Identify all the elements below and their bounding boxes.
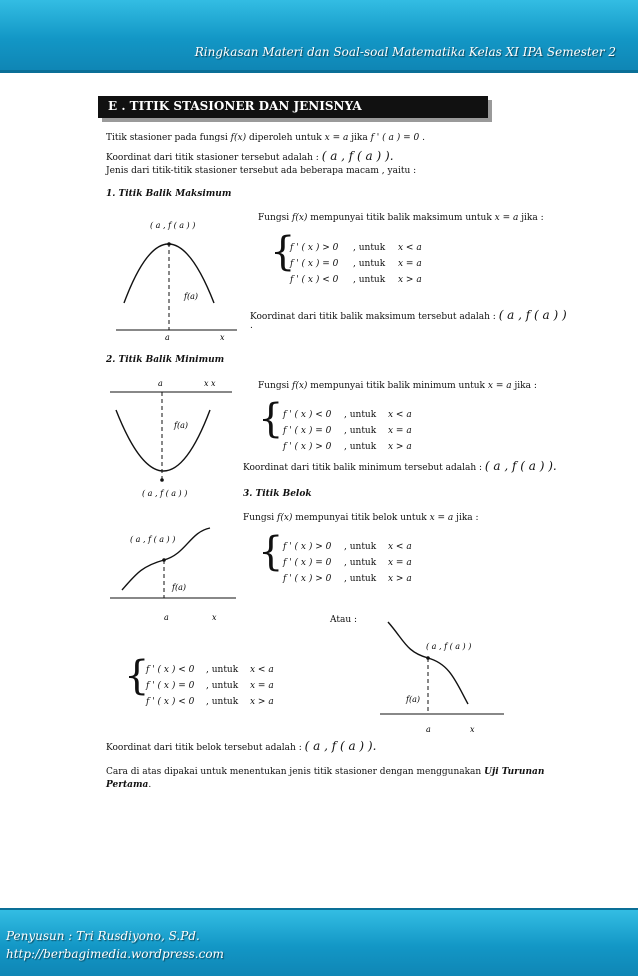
graph-minimum: [106, 372, 236, 502]
case-cond: x > a: [388, 574, 412, 584]
brace-minimum: {: [258, 396, 284, 442]
header-divider: [0, 70, 638, 73]
point-label: ( a , f ( a ) ): [150, 221, 196, 230]
inflection-point: [426, 656, 430, 660]
point-label: ( a , f ( a ) ): [142, 489, 188, 498]
maksimum-intro: Fungsi f(x) mempunyai titik balik maksimum untuk x = a jika :: [258, 213, 544, 223]
fa-label: f(a): [406, 695, 420, 704]
section-title: E . TITIK STASIONER DAN JENISNYA: [108, 99, 362, 113]
header-title: Ringkasan Materi dan Soal-soal Matematika Kelas XI IPA Semester 2: [194, 45, 616, 59]
case-word: , untuk: [344, 558, 377, 568]
closing-line-1: Cara di atas dipakai untuk menentukan jenis titik stasioner dengan menggunakan Uji Turunan: [106, 767, 545, 777]
case-word: , untuk: [344, 410, 377, 420]
case-cond: x < a: [388, 542, 412, 552]
point-label: ( a , f ( a ) ): [426, 642, 472, 651]
case-cond: x = a: [388, 426, 412, 436]
belok-intro: Fungsi f(x) mempunyai titik belok untuk x = a jika :: [243, 513, 479, 523]
intro-line-2: Koordinat dari titik stasioner tersebut adalah : ( a , f ( a ) ).: [106, 149, 394, 163]
case-cond: x > a: [398, 275, 422, 285]
fa-label: f(a): [174, 421, 188, 430]
closing-line-2: Pertama.: [106, 780, 152, 790]
brace-belok-1: {: [258, 529, 284, 575]
max-point: [167, 242, 171, 246]
case-expr: f ' ( x ) < 0: [283, 410, 332, 420]
a-label: a: [164, 613, 169, 622]
maksimum-trailing: .: [250, 321, 253, 331]
case-word: , untuk: [206, 681, 239, 691]
x-label: x x: [204, 379, 216, 388]
a-label: a: [158, 379, 163, 388]
case-cond: x = a: [250, 681, 274, 691]
heading-maksimum: 1. Titik Balik Maksimum: [106, 189, 232, 199]
case-expr: f ' ( x ) = 0: [283, 426, 332, 436]
brace-belok-2: {: [124, 653, 150, 699]
case-expr: f ' ( x ) = 0: [283, 558, 332, 568]
graph-belok-1: [108, 526, 240, 626]
case-cond: x = a: [388, 558, 412, 568]
belok-coord: Koordinat dari titik belok tersebut adalah : ( a , f ( a ) ).: [106, 739, 377, 753]
min-point: [160, 478, 164, 482]
a-label: a: [165, 333, 170, 342]
case-expr: f ' ( x ) > 0: [283, 574, 332, 584]
brace-maksimum: {: [270, 229, 296, 275]
atau-label: Atau :: [330, 615, 358, 625]
case-word: , untuk: [353, 275, 386, 285]
footer-url[interactable]: http://berbagimedia.wordpress.com: [6, 947, 224, 961]
case-expr: f ' ( x ) < 0: [146, 665, 195, 675]
point-label: ( a , f ( a ) ): [130, 535, 176, 544]
case-word: , untuk: [353, 259, 386, 269]
maksimum-coord: Koordinat dari titik balik maksimum tersebut adalah : ( a , f ( a ) ): [250, 308, 567, 322]
case-word: , untuk: [206, 697, 239, 707]
case-expr: f ' ( x ) < 0: [290, 275, 339, 285]
x-label: x: [212, 613, 217, 622]
graph-belok-2: [378, 618, 508, 736]
fa-label: f(a): [184, 292, 198, 301]
case-expr: f ' ( x ) > 0: [290, 243, 339, 253]
case-expr: f ' ( x ) = 0: [290, 259, 339, 269]
inflection-curve: [388, 622, 468, 704]
section-title-bar: [98, 96, 488, 118]
case-cond: x < a: [250, 665, 274, 675]
case-word: , untuk: [344, 542, 377, 552]
page-footer: [0, 910, 638, 976]
a-label: a: [426, 725, 431, 734]
case-expr: f ' ( x ) = 0: [146, 681, 195, 691]
case-cond: x < a: [388, 410, 412, 420]
heading-belok: 3. Titik Belok: [243, 489, 312, 499]
case-cond: x > a: [250, 697, 274, 707]
x-label: x: [470, 725, 475, 734]
intro-line-3: Jenis dari titik-titik stasioner tersebut ada beberapa macam , yaitu :: [106, 166, 417, 176]
case-cond: x = a: [398, 259, 422, 269]
case-word: , untuk: [206, 665, 239, 675]
case-word: , untuk: [344, 442, 377, 452]
case-word: , untuk: [344, 574, 377, 584]
minimum-intro: Fungsi f(x) mempunyai titik balik minimum untuk x = a jika :: [258, 381, 537, 391]
parabola-curve: [116, 410, 210, 471]
fa-label: f(a): [172, 583, 186, 592]
graph-maksimum: [112, 205, 242, 341]
heading-minimum: 2. Titik Balik Minimum: [106, 355, 225, 365]
case-cond: x > a: [388, 442, 412, 452]
footer-author: Penyusun : Tri Rusdiyono, S.Pd.: [6, 929, 200, 943]
case-expr: f ' ( x ) > 0: [283, 442, 332, 452]
case-cond: x < a: [398, 243, 422, 253]
case-expr: f ' ( x ) > 0: [283, 542, 332, 552]
page-header: [0, 0, 638, 70]
x-label: x: [220, 333, 225, 342]
case-expr: f ' ( x ) < 0: [146, 697, 195, 707]
case-word: , untuk: [353, 243, 386, 253]
intro-line-1: Titik stasioner pada fungsi f(x) diperoleh untuk x = a jika f ' ( a ) = 0 .: [106, 133, 425, 143]
case-word: , untuk: [344, 426, 377, 436]
inflection-point: [162, 558, 166, 562]
minimum-coord: Koordinat dari titik balik minimum tersebut adalah : ( a , f ( a ) ).: [243, 459, 557, 473]
